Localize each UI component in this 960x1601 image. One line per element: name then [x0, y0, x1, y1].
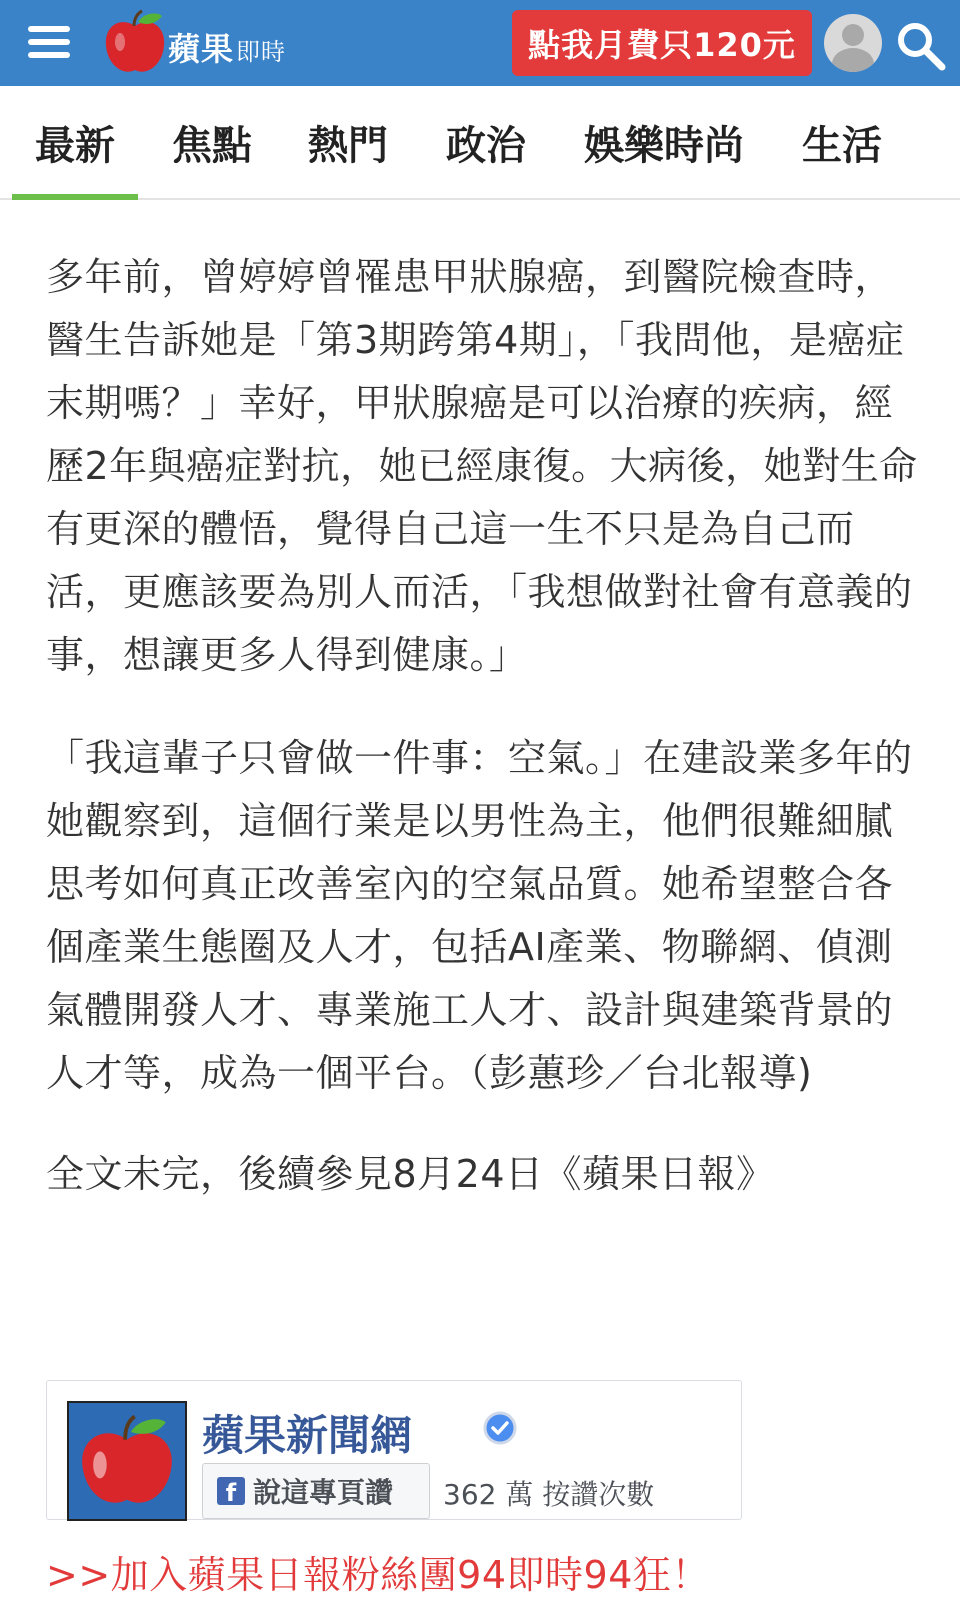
tab-latest[interactable]: 最新 — [12, 86, 138, 198]
apple-logo-icon — [69, 1403, 185, 1519]
tab-focus[interactable]: 焦點 — [172, 122, 252, 169]
tab-entertainment[interactable]: 娛樂時尚 — [584, 122, 744, 169]
article-paragraph: 多年前，曾婷婷曾罹患甲狀腺癌，到醫院檢查時，醫生告訴她是「第3期跨第4期」，「我問他，是癌症末期嗎？」幸好，甲狀腺癌是可以治療的疾病，經歷2年與癌症對抗，她已經康復。大病後，她對生命有更深的體悟，覺得自己這一生不只是為自己而活，更應該要為別人而活，「我想做對社會有意義的事，想讓更多人得到健康。」 — [46, 255, 918, 677]
tab-politics[interactable]: 政治 — [446, 122, 526, 169]
tab-life[interactable]: 生活 — [802, 122, 882, 169]
facebook-icon: f — [217, 1477, 245, 1505]
apple-page-logo[interactable] — [67, 1401, 187, 1521]
facebook-page-widget — [46, 1380, 742, 1520]
hamburger-menu-icon[interactable] — [28, 26, 70, 60]
article-paragraph: 全文未完，後續參見8月24日《蘋果日報》 — [46, 1152, 775, 1196]
top-header — [0, 0, 960, 86]
search-icon[interactable] — [895, 20, 947, 72]
category-tabs — [0, 86, 960, 200]
brand-title[interactable]: 蘋果即時 — [168, 30, 287, 68]
like-page-button[interactable] — [202, 1463, 430, 1519]
verified-icon — [483, 1411, 517, 1445]
join-fan-group-link[interactable]: >>加入蘋果日報粉絲團94即時94狂！ — [46, 1553, 710, 1597]
apple-logo-icon[interactable] — [100, 8, 170, 78]
page-name-link[interactable]: 蘋果新聞網 — [202, 1411, 413, 1460]
like-button-label: 說這專頁讚 — [253, 1476, 394, 1509]
tab-hot[interactable]: 熱門 — [308, 122, 388, 169]
article-paragraph: 「我這輩子只會做一件事：空氣。」在建設業多年的她觀察到，這個行業是以男性為主，他們很難細膩思考如何真正改善室內的空氣品質。她希望整合各個產業生態圈及人才，包括AI產業、物聯網、偵測氣體開發人才、專業施工人才、設計與建築背景的人才等，成為一個平台。（彭蕙珍／台北報導) — [46, 736, 913, 1095]
avatar-icon[interactable] — [824, 14, 882, 72]
article-body — [46, 246, 926, 1206]
like-count: 362 萬 按讚次數 — [443, 1478, 655, 1511]
subscription-promo-button[interactable]: 點我月費只120元 — [512, 10, 812, 76]
